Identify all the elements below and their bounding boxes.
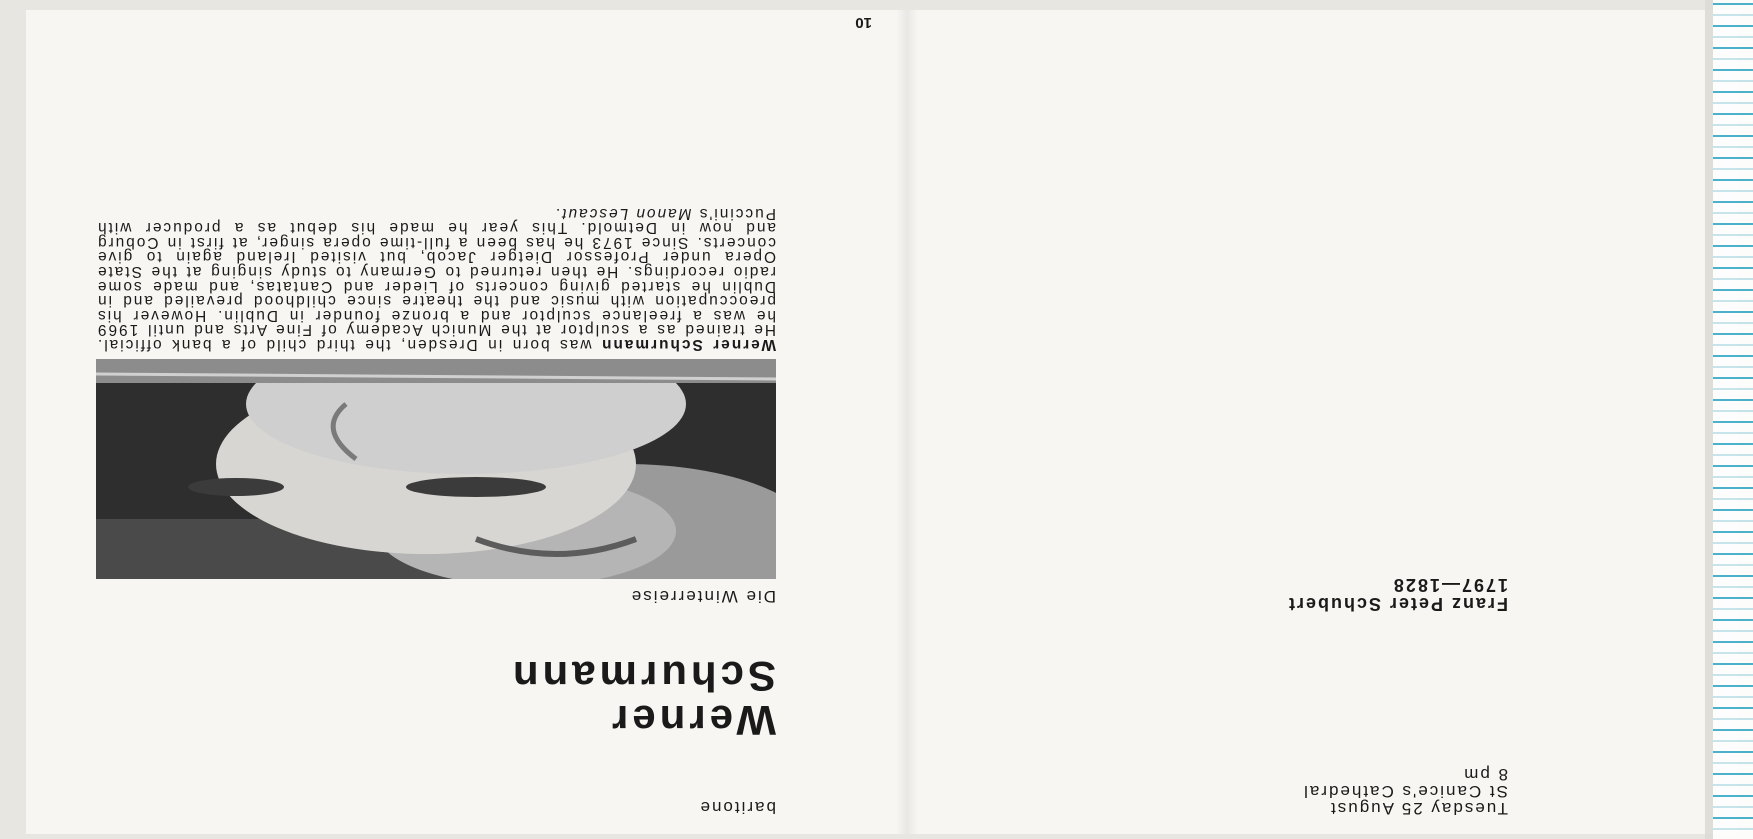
performer-biography (96, 205, 776, 351)
performer-name (509, 654, 776, 742)
adjacent-page-edge (1705, 0, 1753, 839)
performer-photo (96, 359, 776, 579)
performer-last-name: Schurmann (508, 653, 776, 700)
performer-first-name: Werner (608, 697, 776, 744)
work-title: Die Winterreise (629, 587, 776, 606)
page-gutter (896, 10, 918, 834)
bio-text: was born in Dresden, the third child of a bank official. He trained as a sculptor at the Munich Academy of Fine Arts and until 1969 he was a freelance sculptor and a bronze founder in Dublin. However his preoccupation with music and the theatre since childhood prevailed and in Dublin he started giving concerts of Lieder and Cantatas, and made some radio recordings. He then returned to Germany to study singing at the State Opera under Professor Dietger Jacob, but visited Ireland again to give concerts. Since 1973 he has been a full-time opera singer, at first in Coburg and now in Detmold. This year he made his debut as a producer with Puccini's (96, 204, 776, 353)
portrait-icon (96, 359, 776, 579)
bio-text-end: . (553, 204, 561, 222)
composer-dates: 1797—1828 (1391, 575, 1508, 595)
page-number: 10 (855, 14, 872, 31)
concert-date: Tuesday 25 August (1329, 799, 1508, 818)
bio-name: Werner Schurmann (600, 336, 776, 353)
composer-name: Franz Peter Schubert (1286, 594, 1508, 614)
concert-time: 8 pm (1462, 765, 1508, 784)
concert-venue: St Canice's Cathedral (1302, 782, 1508, 801)
concert-info (1302, 766, 1508, 817)
composer-heading (1287, 575, 1508, 613)
bio-opera-title: Manon Lescaut (560, 204, 692, 222)
voice-type: baritone (698, 798, 776, 817)
